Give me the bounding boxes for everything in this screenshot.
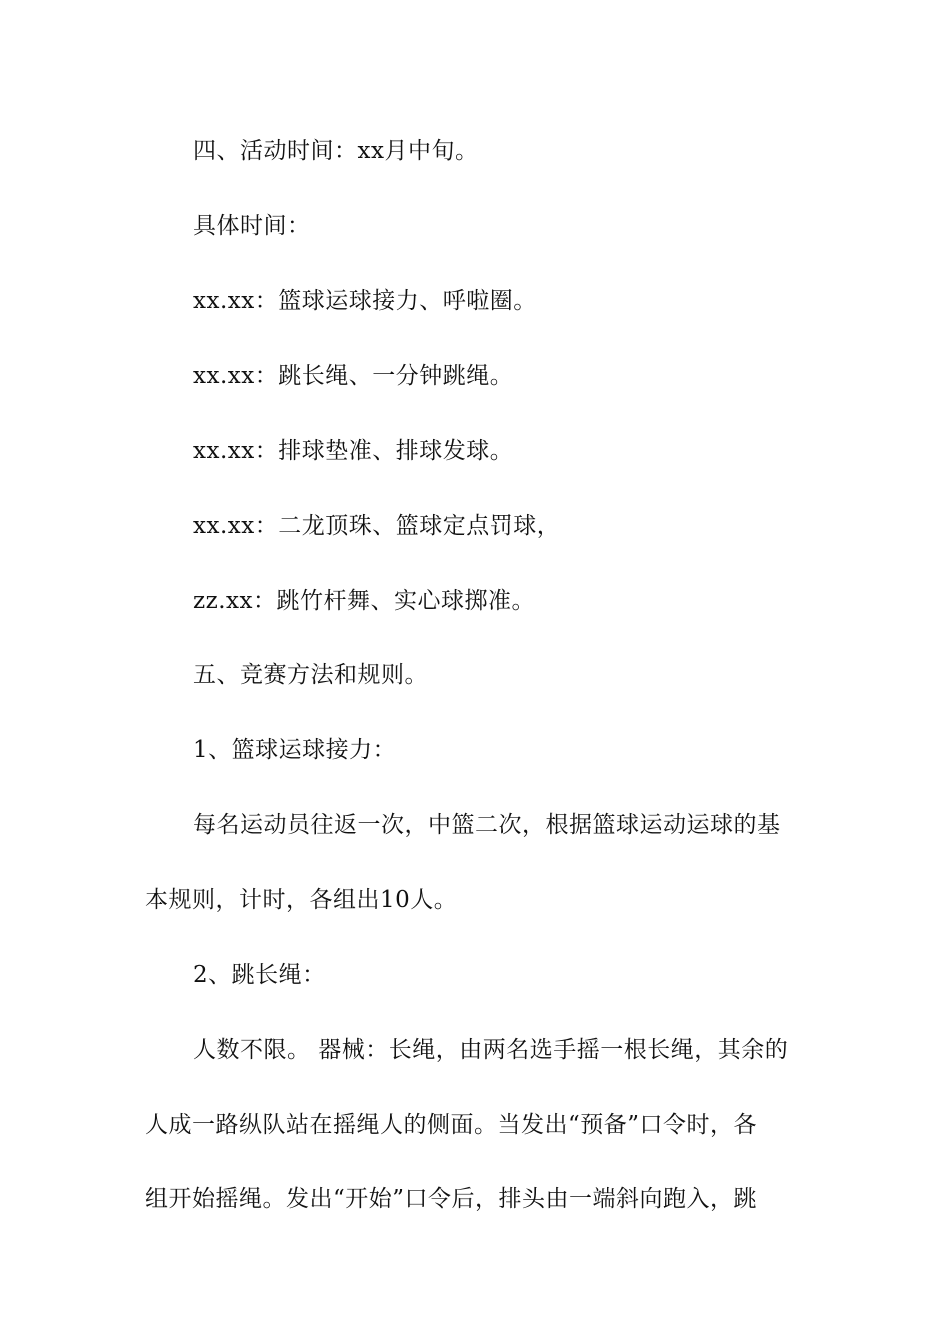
paragraph-line: 组开始摇绳。发出“开始”口令后，排头由一端斜向跑入，跳 <box>145 1186 758 1212</box>
rule-heading-basketball-relay: 1、篮球运球接力： <box>193 737 397 763</box>
schedule-item: xx.xx：跳长绳、一分钟跳绳。 <box>193 363 514 389</box>
section-heading-activity-time: 四、活动时间：xx月中旬。 <box>193 138 479 164</box>
section-heading-rules: 五、竞赛方法和规则。 <box>193 662 428 688</box>
schedule-item: xx.xx：篮球运球接力、呼啦圈。 <box>193 288 537 314</box>
paragraph-line: 本规则，计时，各组出10人。 <box>145 887 458 913</box>
schedule-item: xx.xx：二龙顶珠、篮球定点罚球， <box>193 513 561 539</box>
schedule-item: xx.xx：排球垫准、排球发球。 <box>193 438 514 464</box>
schedule-label: 具体时间： <box>193 213 311 239</box>
paragraph-line: 人数不限。 器械：长绳，由两名选手摇一根长绳，其余的 <box>193 1037 789 1063</box>
rule-heading-long-rope: 2、跳长绳： <box>193 962 326 988</box>
schedule-item: zz.xx：跳竹杆舞、实心球掷准。 <box>193 588 535 614</box>
paragraph-line: 每名运动员往返一次，中篮二次，根据篮球运动运球的基 <box>193 812 781 838</box>
paragraph-line: 人成一路纵队站在摇绳人的侧面。当发出“预备”口令时，各 <box>145 1112 758 1138</box>
